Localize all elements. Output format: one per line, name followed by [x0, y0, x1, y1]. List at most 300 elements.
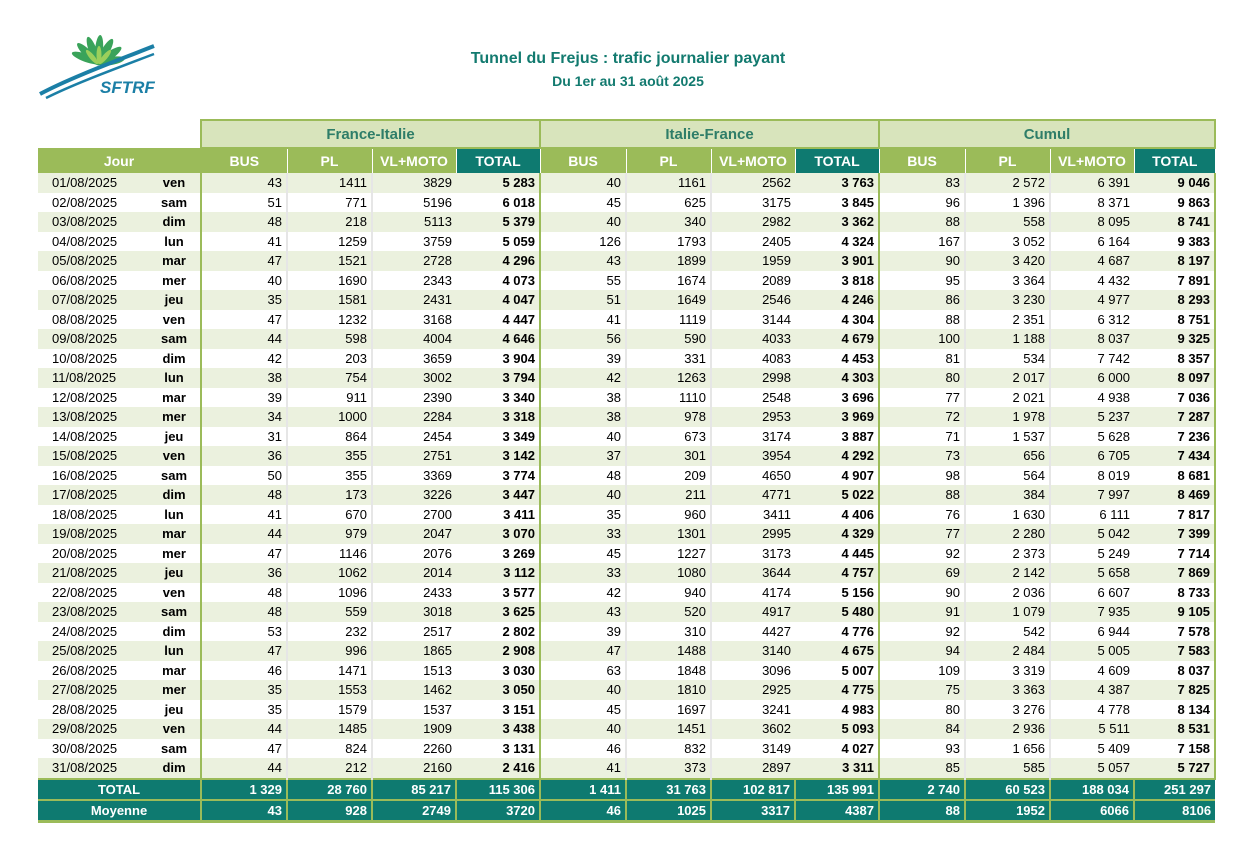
row-total-cell: 2 416	[456, 758, 540, 779]
row-total-cell: 8 681	[1134, 466, 1215, 486]
row-value-cell: 5196	[372, 193, 456, 213]
row-value-cell: 6 312	[1050, 310, 1134, 330]
row-value-cell: 3175	[711, 193, 795, 213]
moyenne-row-cell: 6066	[1050, 800, 1134, 822]
row-value-cell: 1000	[287, 407, 372, 427]
row-value-cell: 4 778	[1050, 700, 1134, 720]
row-total-cell: 8 197	[1134, 251, 1215, 271]
row-day: sam	[148, 193, 201, 213]
moyenne-row-cell: 2749	[372, 800, 456, 822]
row-day: sam	[148, 329, 201, 349]
row-value-cell: 1119	[626, 310, 711, 330]
row-value-cell: 211	[626, 485, 711, 505]
row-value-cell: 542	[965, 622, 1050, 642]
row-value-cell: 48	[201, 583, 287, 603]
row-value-cell: 2 036	[965, 583, 1050, 603]
table-row	[38, 466, 1215, 486]
row-total-cell: 8 531	[1134, 719, 1215, 739]
row-total-cell: 4 027	[795, 739, 879, 759]
row-value-cell: 3096	[711, 661, 795, 681]
row-value-cell: 4427	[711, 622, 795, 642]
row-value-cell: 1959	[711, 251, 795, 271]
row-value-cell: 4004	[372, 329, 456, 349]
row-value-cell: 93	[879, 739, 965, 759]
table-row	[38, 310, 1215, 330]
row-total-cell: 4 447	[456, 310, 540, 330]
row-value-cell: 48	[201, 212, 287, 232]
row-value-cell: 1462	[372, 680, 456, 700]
row-value-cell: 1096	[287, 583, 372, 603]
table-row	[38, 427, 1215, 447]
row-value-cell: 3 420	[965, 251, 1050, 271]
row-value-cell: 4 432	[1050, 271, 1134, 291]
row-value-cell: 2897	[711, 758, 795, 779]
row-value-cell: 4650	[711, 466, 795, 486]
row-value-cell: 5 042	[1050, 524, 1134, 544]
row-value-cell: 5 057	[1050, 758, 1134, 779]
traffic-table	[38, 119, 1216, 823]
row-day: mar	[148, 388, 201, 408]
row-value-cell: 47	[201, 310, 287, 330]
row-value-cell: 1810	[626, 680, 711, 700]
row-total-cell: 3 774	[456, 466, 540, 486]
table-row	[38, 388, 1215, 408]
row-value-cell: 754	[287, 368, 372, 388]
row-value-cell: 48	[540, 466, 626, 486]
row-value-cell: 1411	[287, 173, 372, 193]
row-value-cell: 36	[201, 446, 287, 466]
row-date: 03/08/2025	[38, 212, 148, 232]
row-value-cell: 8 371	[1050, 193, 1134, 213]
row-value-cell: 960	[626, 505, 711, 525]
group-header-row	[38, 120, 1215, 148]
row-total-cell: 7 236	[1134, 427, 1215, 447]
row-value-cell: 673	[626, 427, 711, 447]
row-value-cell: 590	[626, 329, 711, 349]
row-date: 18/08/2025	[38, 505, 148, 525]
row-value-cell: 42	[540, 583, 626, 603]
row-value-cell: 3 052	[965, 232, 1050, 252]
row-value-cell: 40	[540, 212, 626, 232]
column-header-bus: BUS	[879, 148, 965, 173]
row-value-cell: 47	[201, 641, 287, 661]
row-value-cell: 40	[540, 173, 626, 193]
row-value-cell: 6 607	[1050, 583, 1134, 603]
row-value-cell: 38	[540, 407, 626, 427]
row-value-cell: 6 391	[1050, 173, 1134, 193]
row-date: 28/08/2025	[38, 700, 148, 720]
row-value-cell: 3226	[372, 485, 456, 505]
moyenne-row-cell: 4387	[795, 800, 879, 822]
row-value-cell: 38	[540, 388, 626, 408]
row-date: 07/08/2025	[38, 290, 148, 310]
row-value-cell: 45	[540, 193, 626, 213]
total-row	[38, 779, 1215, 800]
row-total-cell: 3 070	[456, 524, 540, 544]
column-header-row	[38, 148, 1215, 173]
row-value-cell: 81	[879, 349, 965, 369]
row-total-cell: 3 763	[795, 173, 879, 193]
table-row	[38, 544, 1215, 564]
row-value-cell: 2 572	[965, 173, 1050, 193]
row-value-cell: 1451	[626, 719, 711, 739]
total-row-label: TOTAL	[38, 779, 201, 800]
row-value-cell: 2925	[711, 680, 795, 700]
row-total-cell: 7 287	[1134, 407, 1215, 427]
row-value-cell: 39	[201, 388, 287, 408]
row-value-cell: 45	[540, 700, 626, 720]
table-row	[38, 563, 1215, 583]
row-date: 09/08/2025	[38, 329, 148, 349]
row-value-cell: 301	[626, 446, 711, 466]
table-row	[38, 602, 1215, 622]
row-value-cell: 1471	[287, 661, 372, 681]
row-value-cell: 3659	[372, 349, 456, 369]
row-total-cell: 8 134	[1134, 700, 1215, 720]
row-value-cell: 979	[287, 524, 372, 544]
row-value-cell: 585	[965, 758, 1050, 779]
row-value-cell: 8 019	[1050, 466, 1134, 486]
column-header-pl: PL	[626, 148, 711, 173]
row-value-cell: 40	[540, 719, 626, 739]
row-value-cell: 1488	[626, 641, 711, 661]
row-total-cell: 3 311	[795, 758, 879, 779]
row-value-cell: 4 609	[1050, 661, 1134, 681]
row-value-cell: 1 537	[965, 427, 1050, 447]
row-value-cell: 5 658	[1050, 563, 1134, 583]
page-title: Tunnel du Frejus : trafic journalier payant	[470, 50, 786, 67]
row-value-cell: 86	[879, 290, 965, 310]
row-value-cell: 40	[201, 271, 287, 291]
row-total-cell: 9 046	[1134, 173, 1215, 193]
row-value-cell: 80	[879, 700, 965, 720]
row-value-cell: 47	[201, 251, 287, 271]
row-value-cell: 44	[201, 719, 287, 739]
row-value-cell: 73	[879, 446, 965, 466]
row-day: ven	[148, 173, 201, 193]
group-cumul: Cumul	[879, 120, 1215, 148]
row-value-cell: 88	[879, 310, 965, 330]
row-value-cell: 3644	[711, 563, 795, 583]
row-date: 24/08/2025	[38, 622, 148, 642]
table-row	[38, 739, 1215, 759]
row-date: 06/08/2025	[38, 271, 148, 291]
row-value-cell: 1263	[626, 368, 711, 388]
row-value-cell: 3002	[372, 368, 456, 388]
moyenne-row-cell: 3720	[456, 800, 540, 822]
row-value-cell: 95	[879, 271, 965, 291]
moyenne-row	[38, 800, 1215, 822]
row-date: 11/08/2025	[38, 368, 148, 388]
row-total-cell: 5 059	[456, 232, 540, 252]
row-date: 20/08/2025	[38, 544, 148, 564]
row-date: 01/08/2025	[38, 173, 148, 193]
row-value-cell: 2160	[372, 758, 456, 779]
row-value-cell: 43	[201, 173, 287, 193]
row-date: 27/08/2025	[38, 680, 148, 700]
row-value-cell: 46	[540, 739, 626, 759]
row-value-cell: 3018	[372, 602, 456, 622]
row-value-cell: 33	[540, 563, 626, 583]
row-value-cell: 8 037	[1050, 329, 1134, 349]
row-value-cell: 69	[879, 563, 965, 583]
table-row	[38, 212, 1215, 232]
row-value-cell: 2546	[711, 290, 795, 310]
row-value-cell: 209	[626, 466, 711, 486]
table-row	[38, 719, 1215, 739]
row-value-cell: 42	[540, 368, 626, 388]
row-value-cell: 1 978	[965, 407, 1050, 427]
total-row-cell: 28 760	[287, 779, 372, 800]
row-value-cell: 3168	[372, 310, 456, 330]
row-value-cell: 4 687	[1050, 251, 1134, 271]
column-header-total: TOTAL	[1134, 148, 1215, 173]
table-row	[38, 700, 1215, 720]
row-day: mar	[148, 251, 201, 271]
group-france-italie: France-Italie	[201, 120, 540, 148]
row-value-cell: 940	[626, 583, 711, 603]
row-value-cell: 8 095	[1050, 212, 1134, 232]
row-value-cell: 1690	[287, 271, 372, 291]
row-total-cell: 3 151	[456, 700, 540, 720]
row-day: sam	[148, 739, 201, 759]
row-value-cell: 6 944	[1050, 622, 1134, 642]
row-value-cell: 1485	[287, 719, 372, 739]
row-day: lun	[148, 368, 201, 388]
row-value-cell: 7 742	[1050, 349, 1134, 369]
row-value-cell: 978	[626, 407, 711, 427]
row-date: 13/08/2025	[38, 407, 148, 427]
table-row	[38, 583, 1215, 603]
row-total-cell: 5 156	[795, 583, 879, 603]
row-value-cell: 2751	[372, 446, 456, 466]
row-total-cell: 2 908	[456, 641, 540, 661]
row-total-cell: 4 775	[795, 680, 879, 700]
table-row	[38, 251, 1215, 271]
row-value-cell: 51	[201, 193, 287, 213]
row-value-cell: 85	[879, 758, 965, 779]
row-date: 26/08/2025	[38, 661, 148, 681]
row-value-cell: 40	[540, 680, 626, 700]
table-row	[38, 271, 1215, 291]
table-row	[38, 661, 1215, 681]
row-value-cell: 3759	[372, 232, 456, 252]
row-total-cell: 3 969	[795, 407, 879, 427]
row-value-cell: 2284	[372, 407, 456, 427]
row-total-cell: 9 105	[1134, 602, 1215, 622]
row-total-cell: 7 714	[1134, 544, 1215, 564]
row-day: lun	[148, 641, 201, 661]
row-value-cell: 1227	[626, 544, 711, 564]
group-italie-france: Italie-France	[540, 120, 879, 148]
table-row	[38, 329, 1215, 349]
row-date: 08/08/2025	[38, 310, 148, 330]
row-value-cell: 42	[201, 349, 287, 369]
row-value-cell: 1146	[287, 544, 372, 564]
row-value-cell: 520	[626, 602, 711, 622]
logo-text: SFTRF	[100, 78, 155, 97]
row-total-cell: 3 269	[456, 544, 540, 564]
row-value-cell: 2 280	[965, 524, 1050, 544]
row-value-cell: 4083	[711, 349, 795, 369]
row-total-cell: 4 324	[795, 232, 879, 252]
row-value-cell: 55	[540, 271, 626, 291]
row-total-cell: 3 318	[456, 407, 540, 427]
row-value-cell: 1161	[626, 173, 711, 193]
row-value-cell: 1848	[626, 661, 711, 681]
row-value-cell: 50	[201, 466, 287, 486]
row-total-cell: 6 018	[456, 193, 540, 213]
row-total-cell: 4 292	[795, 446, 879, 466]
row-value-cell: 72	[879, 407, 965, 427]
table-row	[38, 524, 1215, 544]
row-value-cell: 670	[287, 505, 372, 525]
row-value-cell: 1581	[287, 290, 372, 310]
row-value-cell: 41	[540, 758, 626, 779]
row-value-cell: 3602	[711, 719, 795, 739]
row-value-cell: 2953	[711, 407, 795, 427]
row-value-cell: 2562	[711, 173, 795, 193]
row-total-cell: 3 349	[456, 427, 540, 447]
row-value-cell: 2405	[711, 232, 795, 252]
row-value-cell: 6 705	[1050, 446, 1134, 466]
row-value-cell: 38	[201, 368, 287, 388]
table-row	[38, 485, 1215, 505]
row-value-cell: 47	[540, 641, 626, 661]
row-value-cell: 2431	[372, 290, 456, 310]
row-total-cell: 5 022	[795, 485, 879, 505]
row-value-cell: 1513	[372, 661, 456, 681]
row-value-cell: 2 373	[965, 544, 1050, 564]
row-value-cell: 41	[540, 310, 626, 330]
row-value-cell: 41	[201, 505, 287, 525]
row-total-cell: 5 727	[1134, 758, 1215, 779]
row-value-cell: 1865	[372, 641, 456, 661]
row-value-cell: 1537	[372, 700, 456, 720]
row-value-cell: 51	[540, 290, 626, 310]
row-total-cell: 4 757	[795, 563, 879, 583]
row-value-cell: 1 656	[965, 739, 1050, 759]
moyenne-row-cell: 1025	[626, 800, 711, 822]
row-value-cell: 4917	[711, 602, 795, 622]
row-value-cell: 1909	[372, 719, 456, 739]
row-value-cell: 47	[201, 544, 287, 564]
row-value-cell: 91	[879, 602, 965, 622]
row-value-cell: 3369	[372, 466, 456, 486]
row-day: ven	[148, 446, 201, 466]
row-value-cell: 5 511	[1050, 719, 1134, 739]
row-value-cell: 2998	[711, 368, 795, 388]
row-date: 23/08/2025	[38, 602, 148, 622]
row-day: sam	[148, 466, 201, 486]
row-value-cell: 37	[540, 446, 626, 466]
row-value-cell: 75	[879, 680, 965, 700]
row-value-cell: 384	[965, 485, 1050, 505]
total-row-cell: 85 217	[372, 779, 456, 800]
row-value-cell: 4771	[711, 485, 795, 505]
column-header-total: TOTAL	[795, 148, 879, 173]
row-total-cell: 4 406	[795, 505, 879, 525]
row-value-cell: 40	[540, 427, 626, 447]
row-value-cell: 94	[879, 641, 965, 661]
total-row-cell: 1 411	[540, 779, 626, 800]
row-value-cell: 1793	[626, 232, 711, 252]
row-value-cell: 1 630	[965, 505, 1050, 525]
row-day: ven	[148, 719, 201, 739]
row-total-cell: 7 036	[1134, 388, 1215, 408]
row-value-cell: 6 000	[1050, 368, 1134, 388]
row-value-cell: 88	[879, 485, 965, 505]
row-value-cell: 203	[287, 349, 372, 369]
row-total-cell: 3 887	[795, 427, 879, 447]
row-date: 30/08/2025	[38, 739, 148, 759]
row-total-cell: 7 399	[1134, 524, 1215, 544]
row-value-cell: 2089	[711, 271, 795, 291]
row-value-cell: 558	[965, 212, 1050, 232]
row-value-cell: 56	[540, 329, 626, 349]
row-value-cell: 2700	[372, 505, 456, 525]
row-total-cell: 8 037	[1134, 661, 1215, 681]
row-value-cell: 48	[201, 602, 287, 622]
moyenne-row-cell: 928	[287, 800, 372, 822]
row-total-cell: 5 283	[456, 173, 540, 193]
row-total-cell: 4 303	[795, 368, 879, 388]
row-total-cell: 3 438	[456, 719, 540, 739]
row-value-cell: 31	[201, 427, 287, 447]
row-value-cell: 218	[287, 212, 372, 232]
table-row	[38, 173, 1215, 193]
row-day: jeu	[148, 563, 201, 583]
moyenne-row-cell: 3317	[711, 800, 795, 822]
row-value-cell: 1080	[626, 563, 711, 583]
row-value-cell: 2982	[711, 212, 795, 232]
row-total-cell: 5 480	[795, 602, 879, 622]
row-value-cell: 373	[626, 758, 711, 779]
row-day: mar	[148, 661, 201, 681]
row-date: 02/08/2025	[38, 193, 148, 213]
row-value-cell: 92	[879, 622, 965, 642]
row-total-cell: 8 741	[1134, 212, 1215, 232]
row-value-cell: 173	[287, 485, 372, 505]
row-day: dim	[148, 485, 201, 505]
row-value-cell: 1 396	[965, 193, 1050, 213]
row-value-cell: 96	[879, 193, 965, 213]
row-value-cell: 824	[287, 739, 372, 759]
column-header-vl-moto: VL+MOTO	[711, 148, 795, 173]
row-value-cell: 3 364	[965, 271, 1050, 291]
row-value-cell: 43	[540, 602, 626, 622]
row-value-cell: 35	[201, 700, 287, 720]
row-value-cell: 559	[287, 602, 372, 622]
table-row	[38, 193, 1215, 213]
column-header-pl: PL	[287, 148, 372, 173]
table-row	[38, 641, 1215, 661]
row-total-cell: 4 047	[456, 290, 540, 310]
row-total-cell: 8 733	[1134, 583, 1215, 603]
row-value-cell: 6 164	[1050, 232, 1134, 252]
row-date: 10/08/2025	[38, 349, 148, 369]
row-total-cell: 4 445	[795, 544, 879, 564]
row-value-cell: 331	[626, 349, 711, 369]
row-day: mer	[148, 680, 201, 700]
row-value-cell: 996	[287, 641, 372, 661]
row-total-cell: 8 469	[1134, 485, 1215, 505]
row-value-cell: 2 142	[965, 563, 1050, 583]
row-value-cell: 44	[201, 329, 287, 349]
row-value-cell: 4033	[711, 329, 795, 349]
row-value-cell: 625	[626, 193, 711, 213]
table-row	[38, 232, 1215, 252]
